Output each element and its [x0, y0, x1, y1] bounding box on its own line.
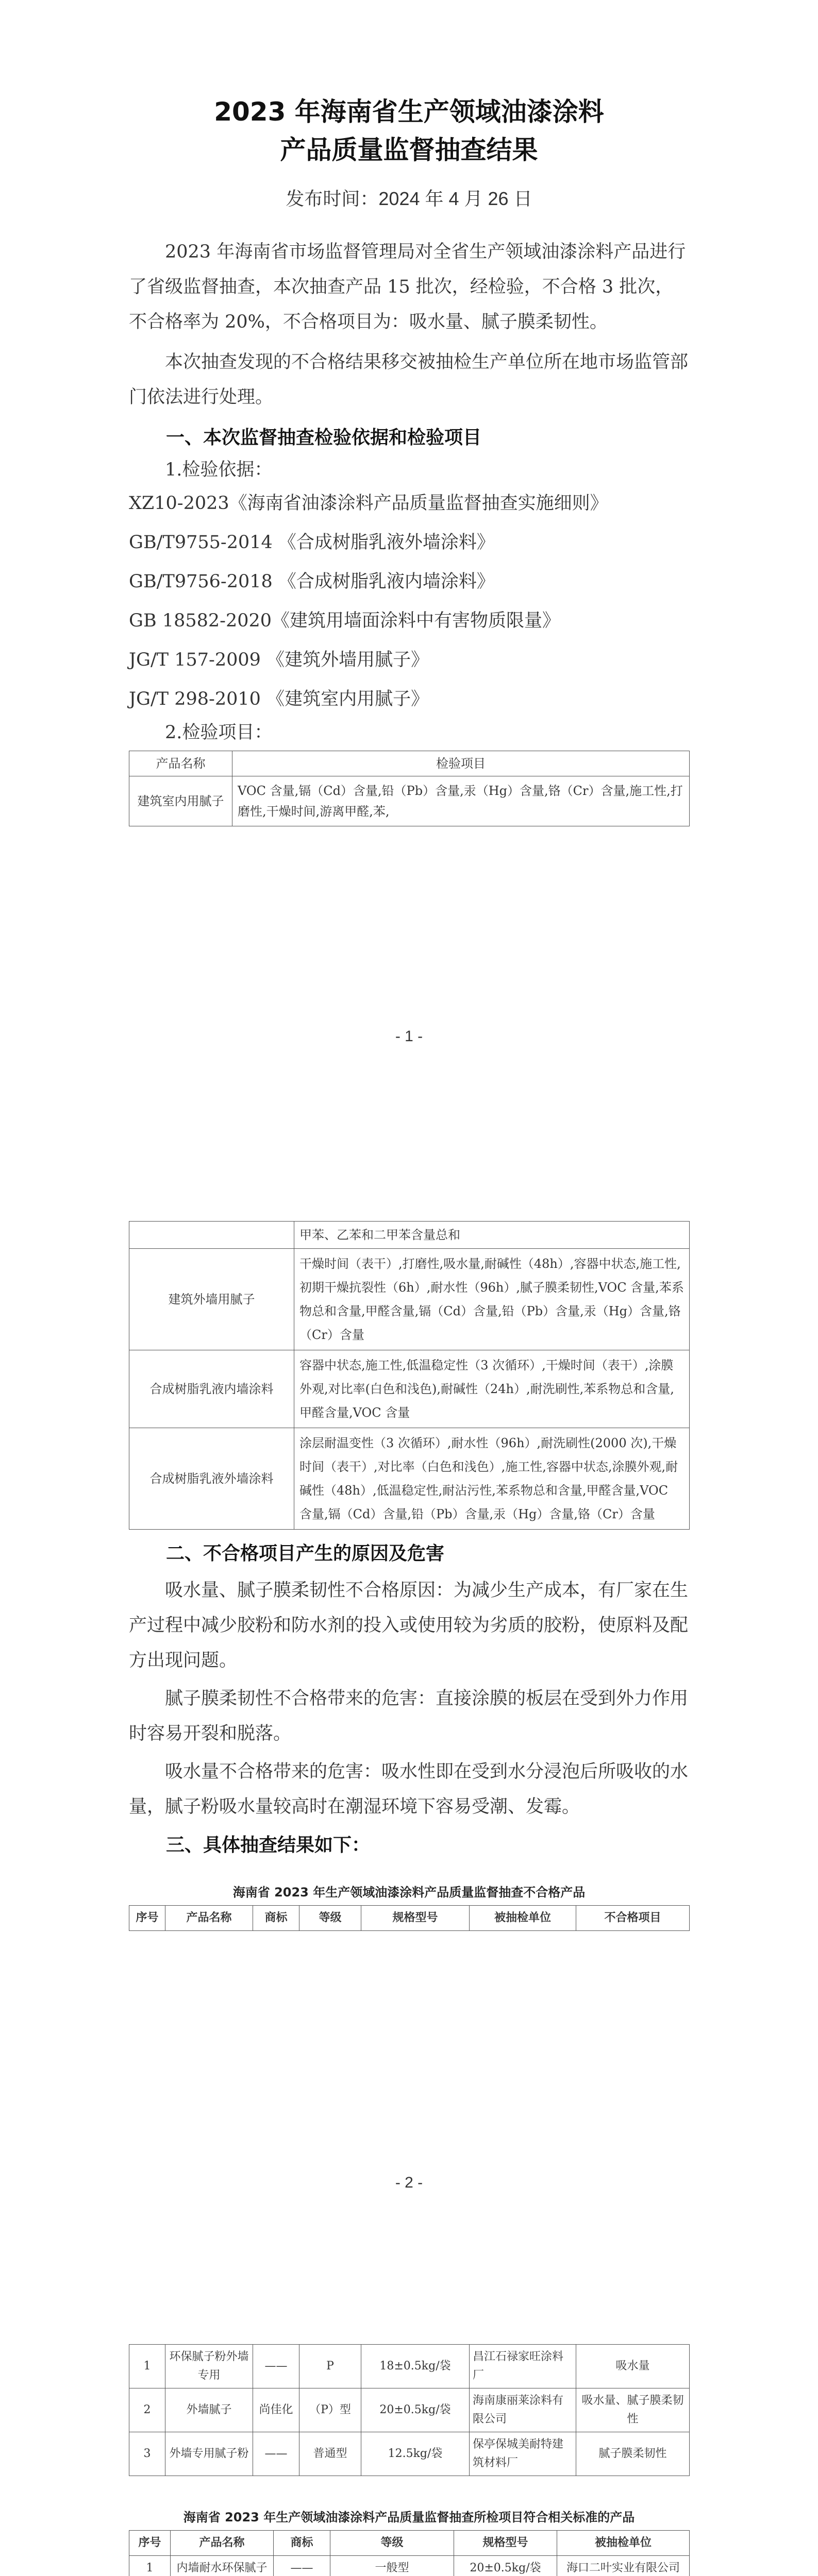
table-row: [129, 2388, 690, 2432]
inspection-items-cell: 干燥时间（表干）,打磨性,吸水量,耐碱性（48h）,容器中状态,施工性,初期干燥抗裂性（6h）,耐水性（96h）,腻子膜柔韧性,VOC 含量,苯系物总和含量,甲醛含量,镉（Cd）含量,铅（Pb）含量,汞（Hg）含量,铬（Cr）含量: [294, 1249, 690, 1350]
table-header-product: 产品名称: [129, 751, 232, 776]
pass-products-table: [129, 2530, 690, 2576]
table-cell: 普通型: [299, 2432, 361, 2476]
fail-products-table: [129, 1905, 690, 1931]
document-title-line2: 产品质量监督抽查结果: [280, 135, 538, 165]
page-3: [0, 2267, 818, 2576]
fail-table-title: 海南省 2023 年生产领域油漆涂料产品质量监督抽查不合格产品: [232, 1885, 586, 1900]
table-header-items: 检验项目: [232, 751, 690, 776]
basis-item-4: GB 18582-2020《建筑用墙面涂料中有害物质限量》: [129, 611, 561, 631]
table-row: [129, 2432, 690, 2476]
page-number: - 1 -: [395, 1028, 423, 1045]
handling-paragraph: 本次抽查发现的不合格结果移交被抽检生产单位所在地市场监管部门依法进行处理。: [129, 352, 689, 408]
table-cell: ——: [274, 2556, 330, 2576]
page-1: [0, 0, 818, 1061]
items-subheading: 2.检验项目：: [165, 722, 273, 743]
table-cell: 保亭保城美耐特建筑材料厂: [470, 2432, 576, 2476]
section-3-heading: 三、具体抽查结果如下：: [166, 1835, 371, 1856]
col-header-brand: 商标: [253, 1906, 299, 1931]
table-cell: 20±0.5kg/袋: [454, 2556, 557, 2576]
col-header-spec: 规格型号: [454, 2531, 557, 2556]
table-row: [129, 776, 690, 826]
basis-item-1: XZ10-2023《海南省油漆涂料产品质量监督抽查实施细则》: [129, 493, 608, 514]
section-2-heading: 二、不合格项目产生的原因及危害: [166, 1543, 445, 1564]
fail-table-header-row: [129, 1906, 690, 1931]
document-title-line1: 2023 年海南省生产领域油漆涂料: [214, 97, 604, 127]
table-cell: 吸水量、腻子膜柔韧性: [576, 2388, 690, 2432]
inspection-items-cell: 容器中状态,施工性,低温稳定性（3 次循环）,干燥时间（表干）,涂膜外观,对比率(白色和浅色),耐碱性（24h）,耐洗刷性,苯系物总和含量,甲醛含量,VOC 含量: [294, 1350, 690, 1428]
table-cell: 1: [129, 2345, 165, 2388]
pass-table-header-row: [129, 2531, 690, 2556]
table-row: [129, 1249, 690, 1350]
product-name-cell: 合成树脂乳液内墙涂料: [129, 1350, 294, 1428]
table-cell: ——: [253, 2345, 299, 2388]
table-cell: 1: [129, 2556, 171, 2576]
table-row: [129, 1350, 690, 1428]
col-header-brand: 商标: [274, 2531, 330, 2556]
table-row: [129, 1222, 690, 1249]
table-cell: 内墙耐水环保腻子: [171, 2556, 274, 2576]
table-row: [129, 2345, 690, 2388]
publish-date: 发布时间：2024 年 4 月 26 日: [286, 188, 532, 209]
section-1-heading: 一、本次监督抽查检验依据和检验项目: [166, 427, 482, 448]
col-header-grade: 等级: [330, 2531, 454, 2556]
col-header-product: 产品名称: [171, 2531, 274, 2556]
page-2: [0, 1149, 818, 2221]
table-cell: 环保腻子粉外墙专用: [165, 2345, 253, 2388]
table-cell: 20±0.5kg/袋: [361, 2388, 470, 2432]
cause-paragraph: 吸水量、腻子膜柔韧性不合格原因：为减少生产成本，有厂家在生产过程中减少胶粉和防水剂的投入或使用较为劣质的胶粉，使原料及配方出现问题。: [129, 1580, 689, 1671]
basis-item-2: GB/T9755-2014 《合成树脂乳液外墙涂料》: [129, 532, 495, 553]
table-cell: 一般型: [330, 2556, 454, 2576]
product-name-cell: 建筑外墙用腻子: [129, 1249, 294, 1350]
table-cell: 吸水量: [576, 2345, 690, 2388]
table-cell: 尚佳化: [253, 2388, 299, 2432]
table-row: [129, 1428, 690, 1530]
table-cell: 2: [129, 2388, 165, 2432]
table-cell: P: [299, 2345, 361, 2388]
pass-table-title: 海南省 2023 年生产领域油漆涂料产品质量监督抽查所检项目符合相关标准的产品: [183, 2510, 635, 2524]
table-row: [129, 2556, 690, 2576]
col-header-product: 产品名称: [165, 1906, 253, 1931]
table-cell: 外墙专用腻子粉: [165, 2432, 253, 2476]
col-header-company: 被抽检单位: [470, 1906, 576, 1931]
basis-subheading: 1.检验依据：: [165, 460, 273, 480]
flexibility-hazard-paragraph: 腻子膜柔韧性不合格带来的危害：直接涂膜的板层在受到外力作用时容易开裂和脱落。: [129, 1688, 689, 1744]
product-name-cell: 建筑室内用腻子: [129, 776, 232, 826]
col-header-index: 序号: [129, 2531, 171, 2556]
product-name-cell: 合成树脂乳液外墙涂料: [129, 1428, 294, 1530]
col-header-company: 被抽检单位: [557, 2531, 690, 2556]
col-header-index: 序号: [129, 1906, 165, 1931]
table-cell: 海口二叶实业有限公司: [557, 2556, 690, 2576]
table-cell: 外墙腻子: [165, 2388, 253, 2432]
col-header-fail-item: 不合格项目: [576, 1906, 690, 1931]
table-cell: 昌江石禄家旺涂料厂: [470, 2345, 576, 2388]
intro-paragraph: 2023 年海南省市场监督管理局对全省生产领域油漆涂料产品进行了省级监督抽查，本次抽查产品 15 批次，经检验，不合格 3 批次，不合格率为 20%，不合格项目为：吸水量、腻子膜柔韧性。: [129, 242, 686, 332]
table-cell: 18±0.5kg/袋: [361, 2345, 470, 2388]
basis-item-5: JG/T 157-2009 《建筑外墙用腻子》: [129, 650, 429, 670]
table-cell: （P）型: [299, 2388, 361, 2432]
inspection-items-cell: 甲苯、乙苯和二甲苯含量总和: [294, 1222, 690, 1249]
basis-item-3: GB/T9756-2018 《合成树脂乳液内墙涂料》: [129, 571, 495, 592]
col-header-spec: 规格型号: [361, 1906, 470, 1931]
table-cell: 3: [129, 2432, 165, 2476]
page-number: - 2 -: [395, 2174, 423, 2191]
table-cell: 海南康丽莱涂料有限公司: [470, 2388, 576, 2432]
table-cell: 腻子膜柔韧性: [576, 2432, 690, 2476]
inspection-items-cell: 涂层耐温变性（3 次循环）,耐水性（96h）,耐洗刷性(2000 次),干燥时间（表干）,对比率（白色和浅色）,施工性,容器中状态,涂膜外观,耐碱性（48h）,低温稳定性,耐沾污性,苯系物总和含量,甲醛含量,VOC 含量,镉（Cd）含量,铅（Pb）含量,汞（Hg）含量,铬（Cr）含量: [294, 1428, 690, 1530]
fail-products-table-continued: [129, 2344, 690, 2476]
inspection-items-cell: VOC 含量,镉（Cd）含量,铅（Pb）含量,汞（Hg）含量,铬（Cr）含量,施工性,打磨性,干燥时间,游离甲醛,苯,: [232, 776, 690, 826]
basis-item-6: JG/T 298-2010 《建筑室内用腻子》: [129, 689, 429, 709]
table-cell: 12.5kg/袋: [361, 2432, 470, 2476]
inspection-items-table: [129, 751, 690, 826]
table-cell: ——: [253, 2432, 299, 2476]
inspection-items-table-continued: [129, 1221, 690, 1530]
water-absorption-hazard-paragraph: 吸水量不合格带来的危害：吸水性即在受到水分浸泡后所吸收的水量，腻子粉吸水量较高时在潮湿环境下容易受潮、发霉。: [129, 1761, 689, 1817]
col-header-grade: 等级: [299, 1906, 361, 1931]
